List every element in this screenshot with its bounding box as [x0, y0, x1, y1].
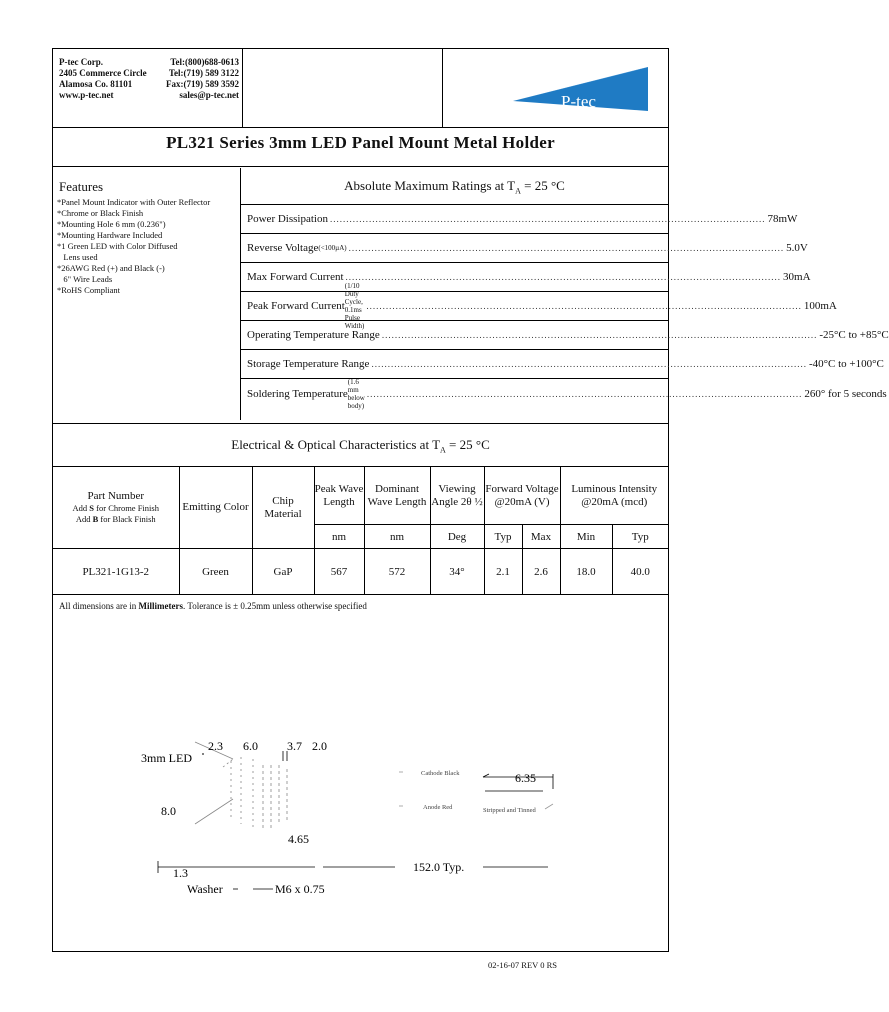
dim-3-7: 3.7	[287, 739, 302, 753]
col-viewing: Viewing Angle 2θ ½	[430, 467, 484, 525]
dim-2-3: 2.3	[208, 739, 223, 753]
unit-vf-typ: Typ	[484, 525, 522, 549]
header-blank	[243, 49, 443, 127]
unit-peak: nm	[314, 525, 364, 549]
rating-row-reverse: Reverse Voltage (<100µA) ...................................................................................................................................... 5.0V	[241, 234, 668, 263]
washer-label: Washer	[187, 882, 223, 896]
anode-label: Anode Red	[423, 804, 453, 811]
page-title: PL321 Series 3mm LED Panel Mount Metal Holder	[166, 133, 555, 152]
feature-item: *Mounting Hole 6 mm (0.236")	[57, 219, 166, 229]
cell-vf-max: 2.6	[522, 549, 560, 595]
unit-vf-max: Max	[522, 525, 560, 549]
electrical-title: Electrical & Optical Characteristics at $T_A = 25$ °C	[231, 437, 490, 455]
feature-item: *Chrome or Black Finish	[57, 208, 144, 218]
features-heading: Features	[59, 179, 104, 194]
datasheet-frame	[52, 48, 889, 952]
ptec-logo-icon	[443, 49, 668, 127]
cell-peak: 567	[314, 549, 364, 595]
rating-row-max-forward: Max Forward Current ...................................................................................................................................... 30mA	[241, 263, 668, 292]
feature-item: *1 Green LED with Color Diffused	[57, 241, 178, 251]
cell-iv-typ: 40.0	[612, 549, 668, 595]
rating-row-storage-temp: Storage Temperature Range ...................................................................................................................................... -40°C to +100°C	[241, 350, 668, 379]
dim-6-35: 6.35	[515, 771, 536, 785]
rating-row-power: Power Dissipation ...................................................................................................................................... 78mW	[241, 205, 668, 234]
dim-152: 152.0 Typ.	[413, 860, 465, 874]
dim-6-0: 6.0	[243, 739, 258, 753]
m6-label: M6 x 0.75	[275, 882, 325, 896]
email[interactable]: sales@p-tec.net	[179, 90, 239, 100]
stripped-label: Stripped and Tinned	[483, 807, 536, 814]
col-peak: Peak Wave Length	[314, 467, 364, 525]
cell-part: PL321-1G13-2	[53, 549, 179, 595]
col-chip-material: Chip Material	[252, 467, 314, 549]
cell-color: Green	[179, 549, 252, 595]
company-lines	[59, 57, 239, 101]
fax: Fax:(719) 589 3592	[166, 79, 239, 89]
feature-item: Lens used	[57, 252, 98, 262]
mechanical-drawing	[53, 659, 668, 909]
col-part-number: Part Number Add S for Chrome Finish Add B for Black Finish	[53, 467, 179, 549]
led-label: 3mm LED	[141, 751, 192, 765]
company-info	[53, 49, 243, 127]
cell-dominant: 572	[364, 549, 430, 595]
rating-row-peak-forward: Peak Forward Current (1/10 Duty Cycle, 0.1ms Pulse Width) ...................................................................................................................................... 100mA	[241, 292, 668, 321]
logo	[443, 49, 668, 127]
dim-8-0: 8.0	[161, 804, 176, 818]
cell-iv-min: 18.0	[560, 549, 612, 595]
electrical-table	[53, 466, 668, 595]
features-list	[57, 197, 237, 296]
unit-iv-typ: Typ	[612, 525, 668, 549]
holder-outline	[195, 742, 287, 829]
ratings-table	[240, 168, 889, 420]
feature-item: *Panel Mount Indicator with Outer Reflector	[57, 197, 211, 207]
feature-item: *26AWG Red (+) and Black (-)	[57, 263, 165, 273]
unit-viewing: Deg	[430, 525, 484, 549]
revision-footer: 02-16-07 REV 0 RS	[488, 960, 558, 970]
dim-2-0: 2.0	[312, 739, 327, 753]
feature-item: *Mounting Hardware Included	[57, 230, 163, 240]
ratings-title: Absolute Maximum Ratings at $T_A = 25$ °C	[241, 168, 668, 205]
col-luminous: Luminous Intensity @20mA (mcd)	[560, 467, 668, 525]
dim-4-65: 4.65	[288, 832, 309, 846]
dimension-note: All dimensions are in Millimeters. Tolerance is ± 0.25mm unless otherwise specified	[59, 601, 367, 611]
logo-text: P-tec	[561, 92, 596, 111]
website[interactable]: www.p-tec.net	[59, 90, 114, 100]
city-line: Alamosa Co. 81101	[59, 79, 133, 89]
col-emitting-color: Emitting Color	[179, 467, 252, 549]
unit-iv-min: Min	[560, 525, 612, 549]
phone-1: Tel:(800)688-0613	[170, 57, 239, 67]
unit-dominant: nm	[364, 525, 430, 549]
feature-item: 6" Wire Leads	[57, 274, 113, 284]
cell-chip: GaP	[252, 549, 314, 595]
phone-2: Tel:(719) 589 3122	[168, 68, 239, 78]
company-name: P-tec Corp.	[59, 57, 103, 67]
dim-1-3: 1.3	[173, 866, 188, 880]
feature-item: *RoHS Compliant	[57, 285, 121, 295]
cell-viewing: 34°	[430, 549, 484, 595]
cathode-label: Cathode Black	[421, 770, 460, 777]
col-dominant: Dominant Wave Length	[364, 467, 430, 525]
rating-row-operating-temp: Operating Temperature Range ...................................................................................................................................... -25°C to +85°C	[241, 321, 668, 350]
address-line: 2405 Commerce Circle	[59, 68, 147, 78]
col-forward-voltage: Forward Voltage @20mA (V)	[484, 467, 560, 525]
rating-row-soldering: Soldering Temperature (1.6 mm below body) ...................................................................................................................................... 260° for 5 seconds	[247, 377, 887, 410]
cell-vf-typ: 2.1	[484, 549, 522, 595]
